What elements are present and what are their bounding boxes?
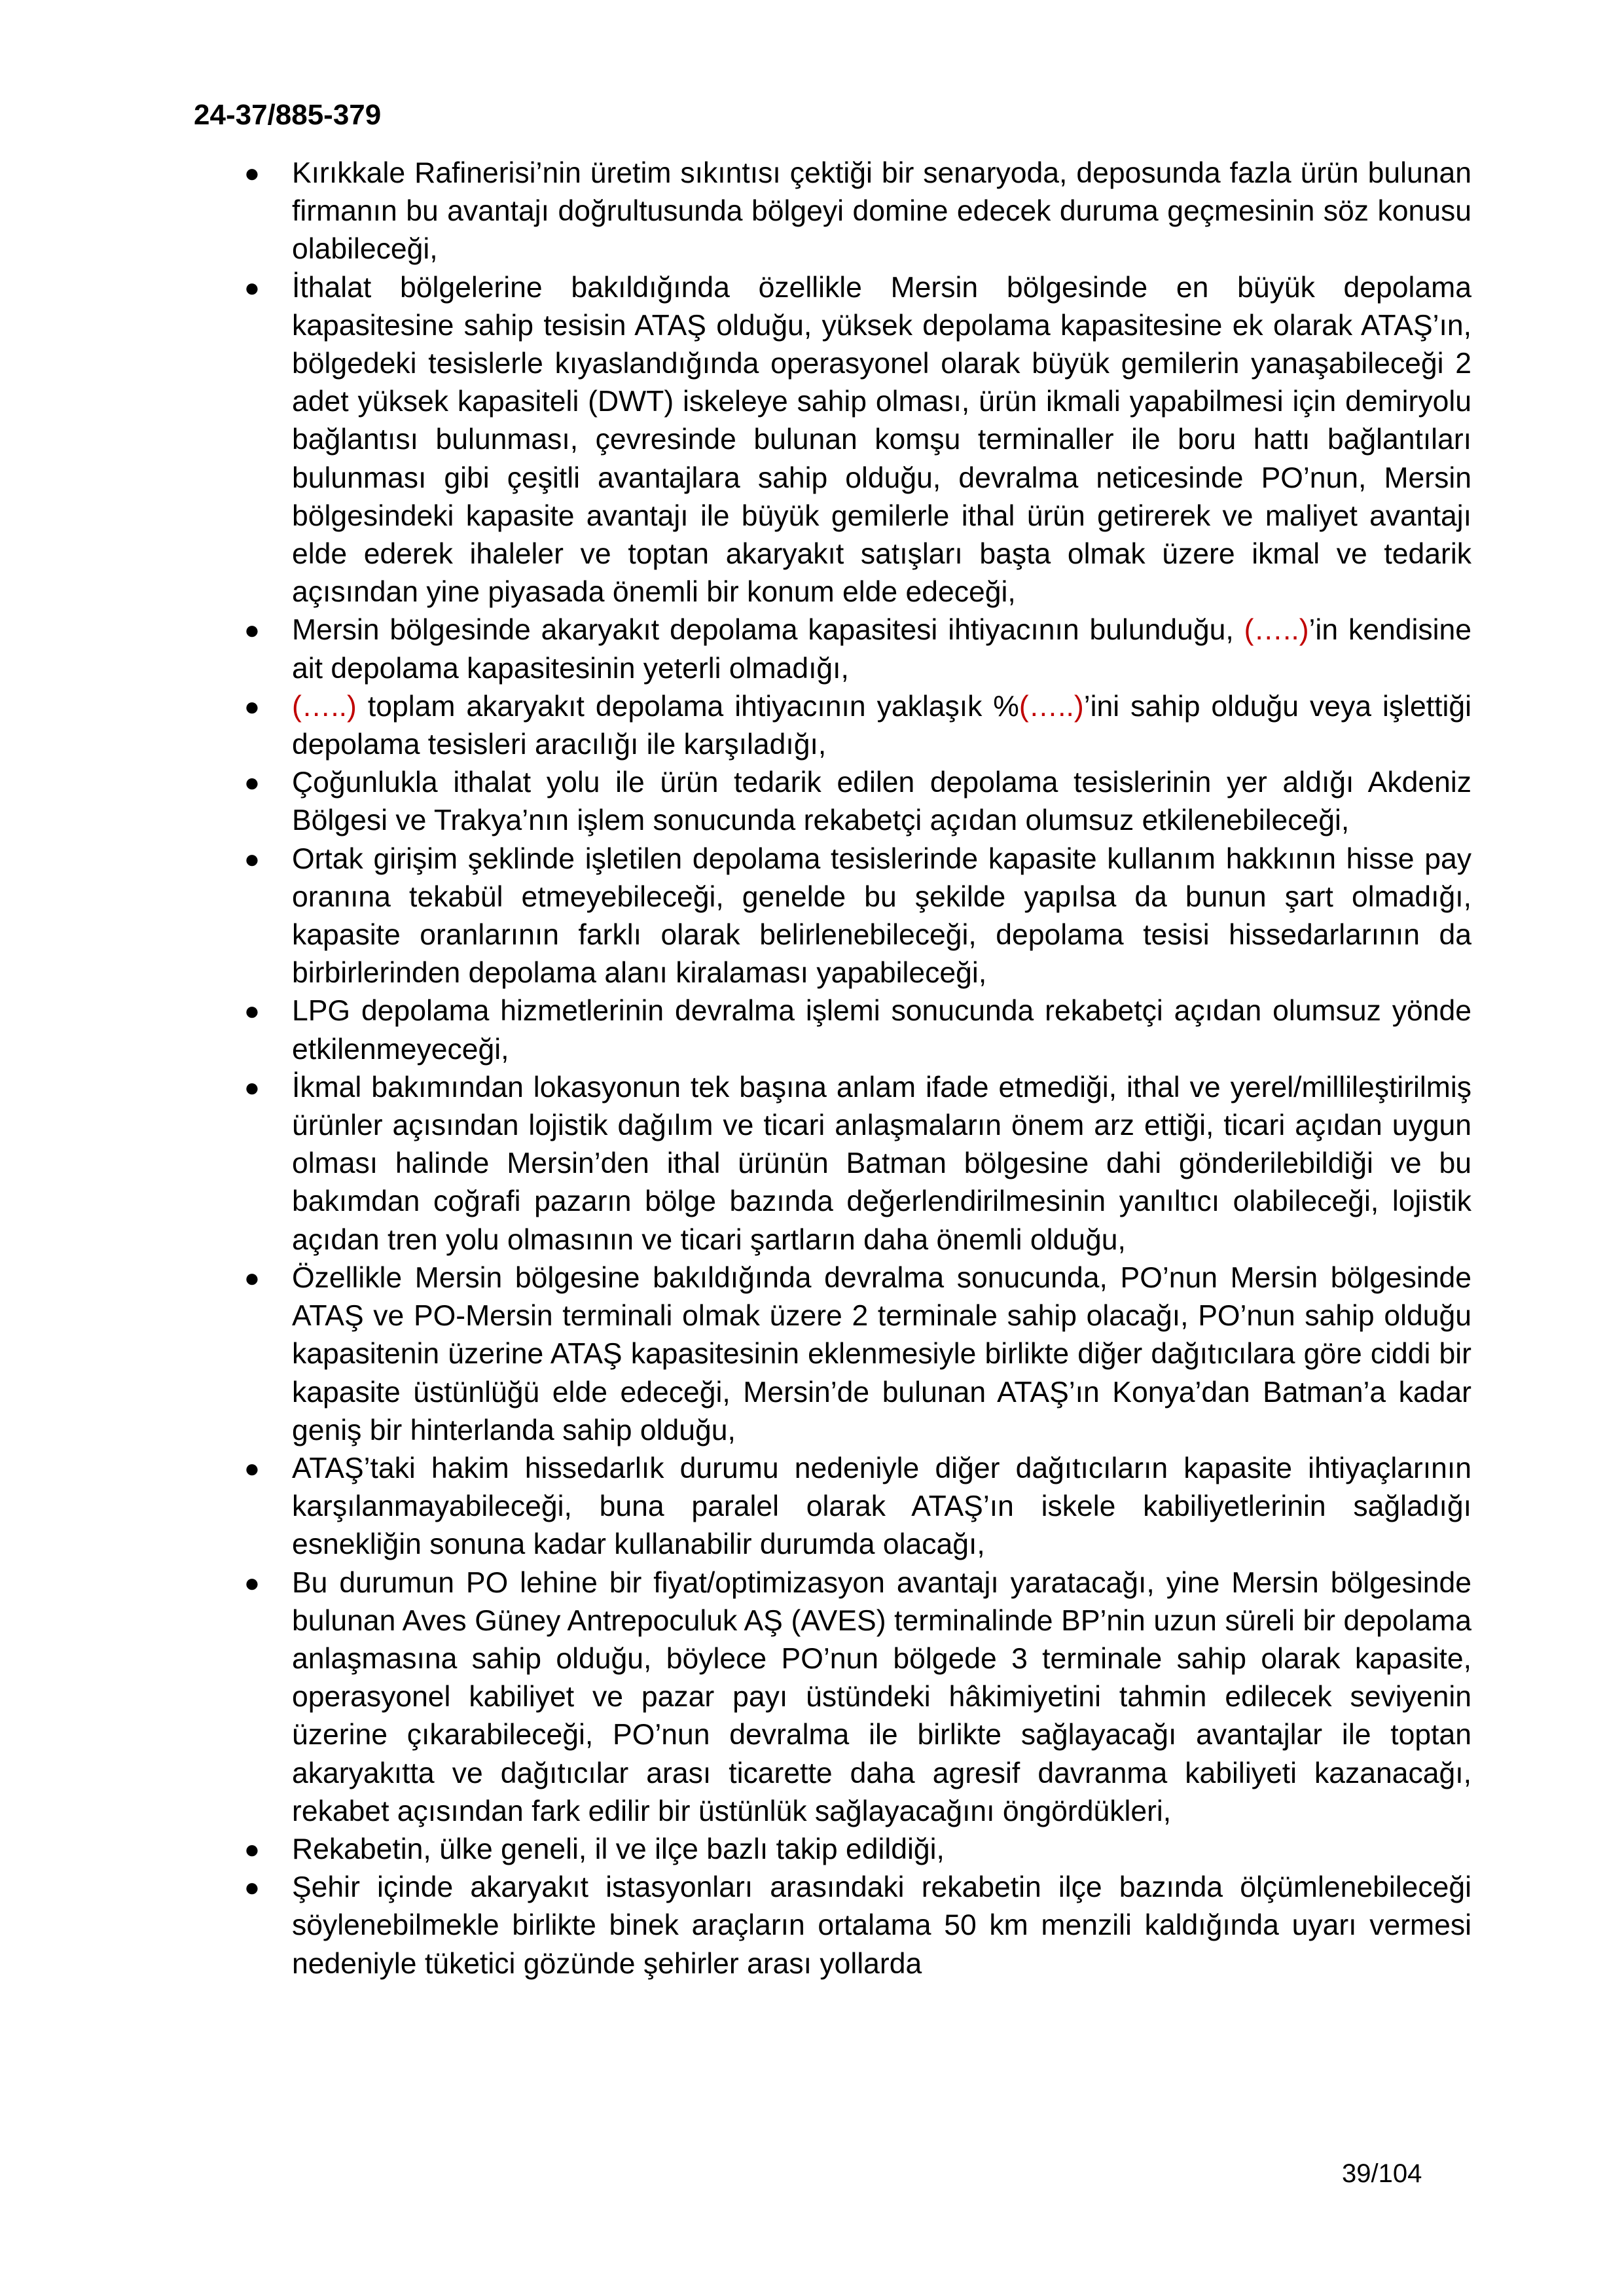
bullet-icon: ● xyxy=(244,844,261,874)
item-text: LPG depolama hizmetlerinin devralma işlemi sonucunda rekabetçi açıdan olumsuz yönde etkilenmeyeceği, xyxy=(292,995,1471,1066)
list-item xyxy=(244,1831,1471,1869)
page-number: 39/104 xyxy=(1342,2159,1422,2188)
list-item xyxy=(244,1259,1471,1450)
list-item xyxy=(244,1450,1471,1564)
item-text: ATAŞ’taki hakim hissedarlık durumu nedeniyle diğer dağıtıcıların kapasite ihtiyaçlarının karşılanmayabileceği, buna paralel olarak ATAŞ’ın iskele kabiliyetlerinin sağladığı esnekliğin sonuna kadar kullanabilir durumda olacağı, xyxy=(292,1452,1471,1561)
list-item xyxy=(244,1564,1471,1831)
list-item xyxy=(244,840,1471,993)
list-item xyxy=(244,611,1471,687)
bullet-icon: ● xyxy=(244,1568,261,1598)
list-item xyxy=(244,992,1471,1068)
bullet-icon: ● xyxy=(244,616,261,645)
bullet-list xyxy=(244,154,1471,1983)
bullet-icon: ● xyxy=(244,1263,261,1293)
bullet-icon: ● xyxy=(244,1835,261,1864)
redacted-text: (…..) xyxy=(1244,614,1309,647)
item-text: Ortak girişim şeklinde işletilen depolama tesislerinde kapasite kullanım hakkının hisse pay oranına tekabül etmeyebileceği, genelde bu şekilde yapılsa da bunun şart olmadığı, kapasite oranlarının farklı olarak belirlenebileceği, depolama tesisi hissedarlarının da birbirlerinden depolama alanı kiralaması yapabileceği, xyxy=(292,842,1471,990)
bullet-icon: ● xyxy=(244,1073,261,1102)
document-number: 24-37/885-379 xyxy=(194,99,382,131)
item-text: İthalat bölgelerine bakıldığında özellikle Mersin bölgesinde en büyük depolama kapasitesine sahip tesisin ATAŞ olduğu, yüksek depolama kapasitesine ek olarak ATAŞ’ın, bölgedeki tesislerle kıyaslandığında operasyonel olarak büyük gemilerin yanaşabileceği 2 adet yüksek kapasiteli (DWT) iskeleye sahip olması, ürün ikmali yapabilmesi için demiryolu bağlantısı bulunması, çevresinde bulunan komşu terminaller ile boru hattı bağlantıları bulunması gibi çeşitli avantajlara sahip olduğu, devralma neticesinde PO’nun, Mersin bölgesindeki kapasite avantajı ile büyük gemilerle ithal ürün getirerek ve maliyet avantajı elde ederek ihaleler ve toptan akaryakıt satışları başta olmak üzere ikmal ve tedarik açısından yine piyasada önemli bir konum elde edeceği, xyxy=(292,271,1471,609)
list-item xyxy=(244,1869,1471,1983)
bullet-icon: ● xyxy=(244,997,261,1026)
item-text: Rekabetin, ülke geneli, il ve ilçe bazlı takip edildiği, xyxy=(292,1833,945,1865)
redacted-text: (…..) xyxy=(1019,690,1084,723)
item-text: İkmal bakımından lokasyonun tek başına anlam ifade etmediği, ithal ve yerel/millileştirilmiş ürünler açısından lojistik dağılım ve ticari anlaşmaların önem arz ettiği, ticari açıdan uygun olması halinde Mersin’den ithal ürünün Batman bölgesine dahi gönderilebildiği ve bu bakımdan coğrafi pazarın bölge bazında değerlendirilmesinin yanıltıcı olabileceği, lojistik açıdan tren yolu olmasının ve ticari şartların daha önemli olduğu, xyxy=(292,1071,1471,1256)
list-item xyxy=(244,1069,1471,1259)
item-text: Kırıkkale Rafinerisi’nin üretim sıkıntısı çektiği bir senaryoda, deposunda fazla ürün bulunan firmanın bu avantajı doğrultusunda bölgeyi domine edecek duruma geçmesinin söz konusu olabileceği, xyxy=(292,157,1471,266)
list-item xyxy=(244,154,1471,269)
redacted-text: (…..) xyxy=(292,690,357,723)
bullet-icon: ● xyxy=(244,273,261,302)
item-text: Mersin bölgesinde akaryakıt depolama kapasitesi ihtiyacının bulunduğu, xyxy=(292,614,1244,647)
bullet-icon: ● xyxy=(244,1454,261,1483)
item-text: Çoğunlukla ithalat yolu ile ürün tedarik edilen depolama tesislerinin yer aldığı Akdeniz Bölgesi ve Trakya’nın işlem sonucunda rekabetçi açıdan olumsuz etkilenebileceği, xyxy=(292,766,1471,837)
item-text: toplam akaryakıt depolama ihtiyacının yaklaşık % xyxy=(356,690,1019,723)
list-item xyxy=(244,269,1471,612)
bullet-icon: ● xyxy=(244,159,261,188)
list-item xyxy=(244,764,1471,840)
item-text: ’ini sahip olduğu veya işlettiği depolama tesisleri aracılığı ile karşıladığı, xyxy=(292,690,1471,761)
bullet-icon: ● xyxy=(244,768,261,798)
item-text: Şehir içinde akaryakıt istasyonları arasındaki rekabetin ilçe bazında ölçümlenebileceği söylenebilmekle birlikte binek araçların ortalama 50 km menzili kaldığında uyarı vermesi nedeniyle tüketici gözünde şehirler arası yollarda xyxy=(292,1871,1471,1980)
item-text: Özellikle Mersin bölgesine bakıldığında devralma sonucunda, PO’nun Mersin bölgesinde ATAŞ ve PO-Mersin terminali olmak üzere 2 terminale sahip olacağı, PO’nun sahip olduğu kapasitenin üzerine ATAŞ kapasitesinin eklenmesiyle birlikte diğer dağıtıcılara göre ciddi bir kapasite üstünlüğü elde edeceği, Mersin’de bulunan ATAŞ’ın Konya’dan Batman’a kadar geniş bir hinterlanda sahip olduğu, xyxy=(292,1261,1471,1446)
list-item xyxy=(244,688,1471,764)
bullet-icon: ● xyxy=(244,692,261,721)
bullet-icon: ● xyxy=(244,1873,261,1903)
item-text: ’in kendisine ait depolama kapasitesinin yeterli olmadığı, xyxy=(292,614,1471,685)
item-text: Bu durumun PO lehine bir fiyat/optimizasyon avantajı yaratacağı, yine Mersin bölgesinde bulunan Aves Güney Antrepoculuk AŞ (AVES) terminalinde BP’nin uzun süreli bir depolama anlaşmasına sahip olduğu, böylece PO’nun bölgede 3 terminale sahip olarak kapasite, operasyonel kabiliyet ve pazar payı üstündeki hâkimiyetini tahmin edilecek seviyenin üzerine çıkarabileceği, PO’nun devralma ile birlikte sağlayacağı avantajlar ile toptan akaryakıtta ve dağıtıcılar arası ticarette daha agresif davranma kabiliyeti kazanacağı, rekabet açısından fark edilir bir üstünlük sağlayacağını öngördükleri, xyxy=(292,1566,1471,1827)
